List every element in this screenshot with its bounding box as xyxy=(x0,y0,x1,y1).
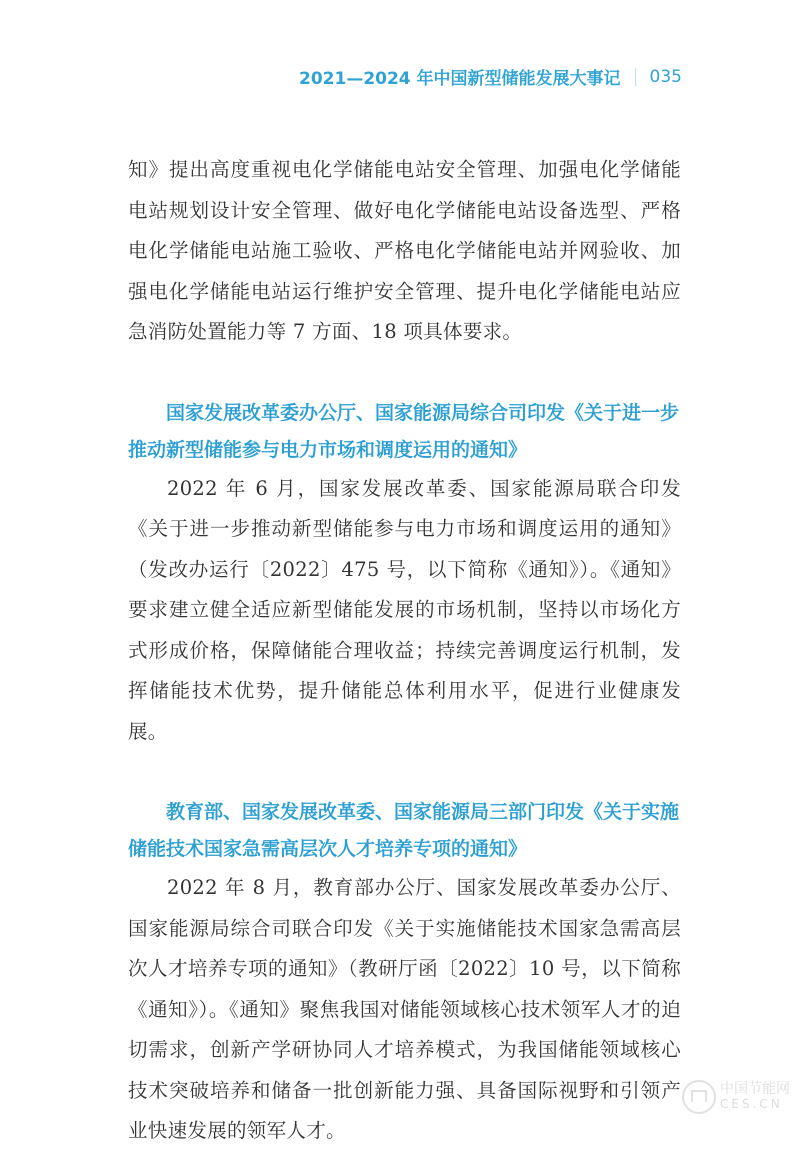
section-spacer xyxy=(128,353,681,395)
running-head xyxy=(299,64,682,89)
running-head-title: 2021—2024 年中国新型储能发展大事记 xyxy=(299,69,621,89)
running-head-divider xyxy=(635,68,636,86)
page-body xyxy=(128,150,681,1152)
section-spacer xyxy=(128,752,681,794)
watermark-name-cn: 中国节能网 xyxy=(720,1081,790,1097)
watermark xyxy=(682,1075,792,1119)
watermark-logo-icon xyxy=(682,1080,716,1114)
section-paragraph-talent-training: 2022 年 8 月，教育部办公厅、国家发展改革委办公厅、国家能源局综合司联合印发《关于实施储能技术国家急需高层次人才培养专项的通知》（教研厅函〔2022〕10 号，以下简称《通知》）。《通知》聚焦我国对储能领域核心技术领军人才的迫切需求，创新产学研协同人才培养模式，为我国储能领域核心技术突破培养和储备一批创新能力强、具备国际视野和引领产业快速发展的领军人才。 xyxy=(128,876,681,1142)
section-heading-market-dispatch: 国家发展改革委办公厅、国家能源局综合司印发《关于进一步推动新型储能参与电力市场和调度运用的通知》 xyxy=(128,401,680,461)
continued-paragraph: 知》提出高度重视电化学储能电站安全管理、加强电化学储能电站规划设计安全管理、做好电化学储能电站设备选型、严格电化学储能电站施工验收、严格电化学储能电站并网验收、加强电化学储能电站运行维护安全管理、提升电化学储能电站应急消防处置能力等 7 方面、18 项具体要求。 xyxy=(128,158,681,343)
page-number: 035 xyxy=(649,66,682,87)
section-paragraph-market-dispatch: 2022 年 6 月，国家发展改革委、国家能源局联合印发《关于进一步推动新型储能参与电力市场和调度运用的通知》（发改办运行〔2022〕475 号，以下简称《通知》）。《通知》要求建立健全适应新型储能发展的市场机制，坚持以市场化方式形成价格，保障储能合理收益；持续完善调度运行机制，发挥储能技术优势，提升储能总体利用水平，促进行业健康发展。 xyxy=(128,476,681,743)
section-heading-talent-training: 教育部、国家发展改革委、国家能源局三部门印发《关于实施储能技术国家急需高层次人才培养专项的通知》 xyxy=(128,801,680,860)
watermark-name-en: CES.CN xyxy=(720,1097,783,1111)
